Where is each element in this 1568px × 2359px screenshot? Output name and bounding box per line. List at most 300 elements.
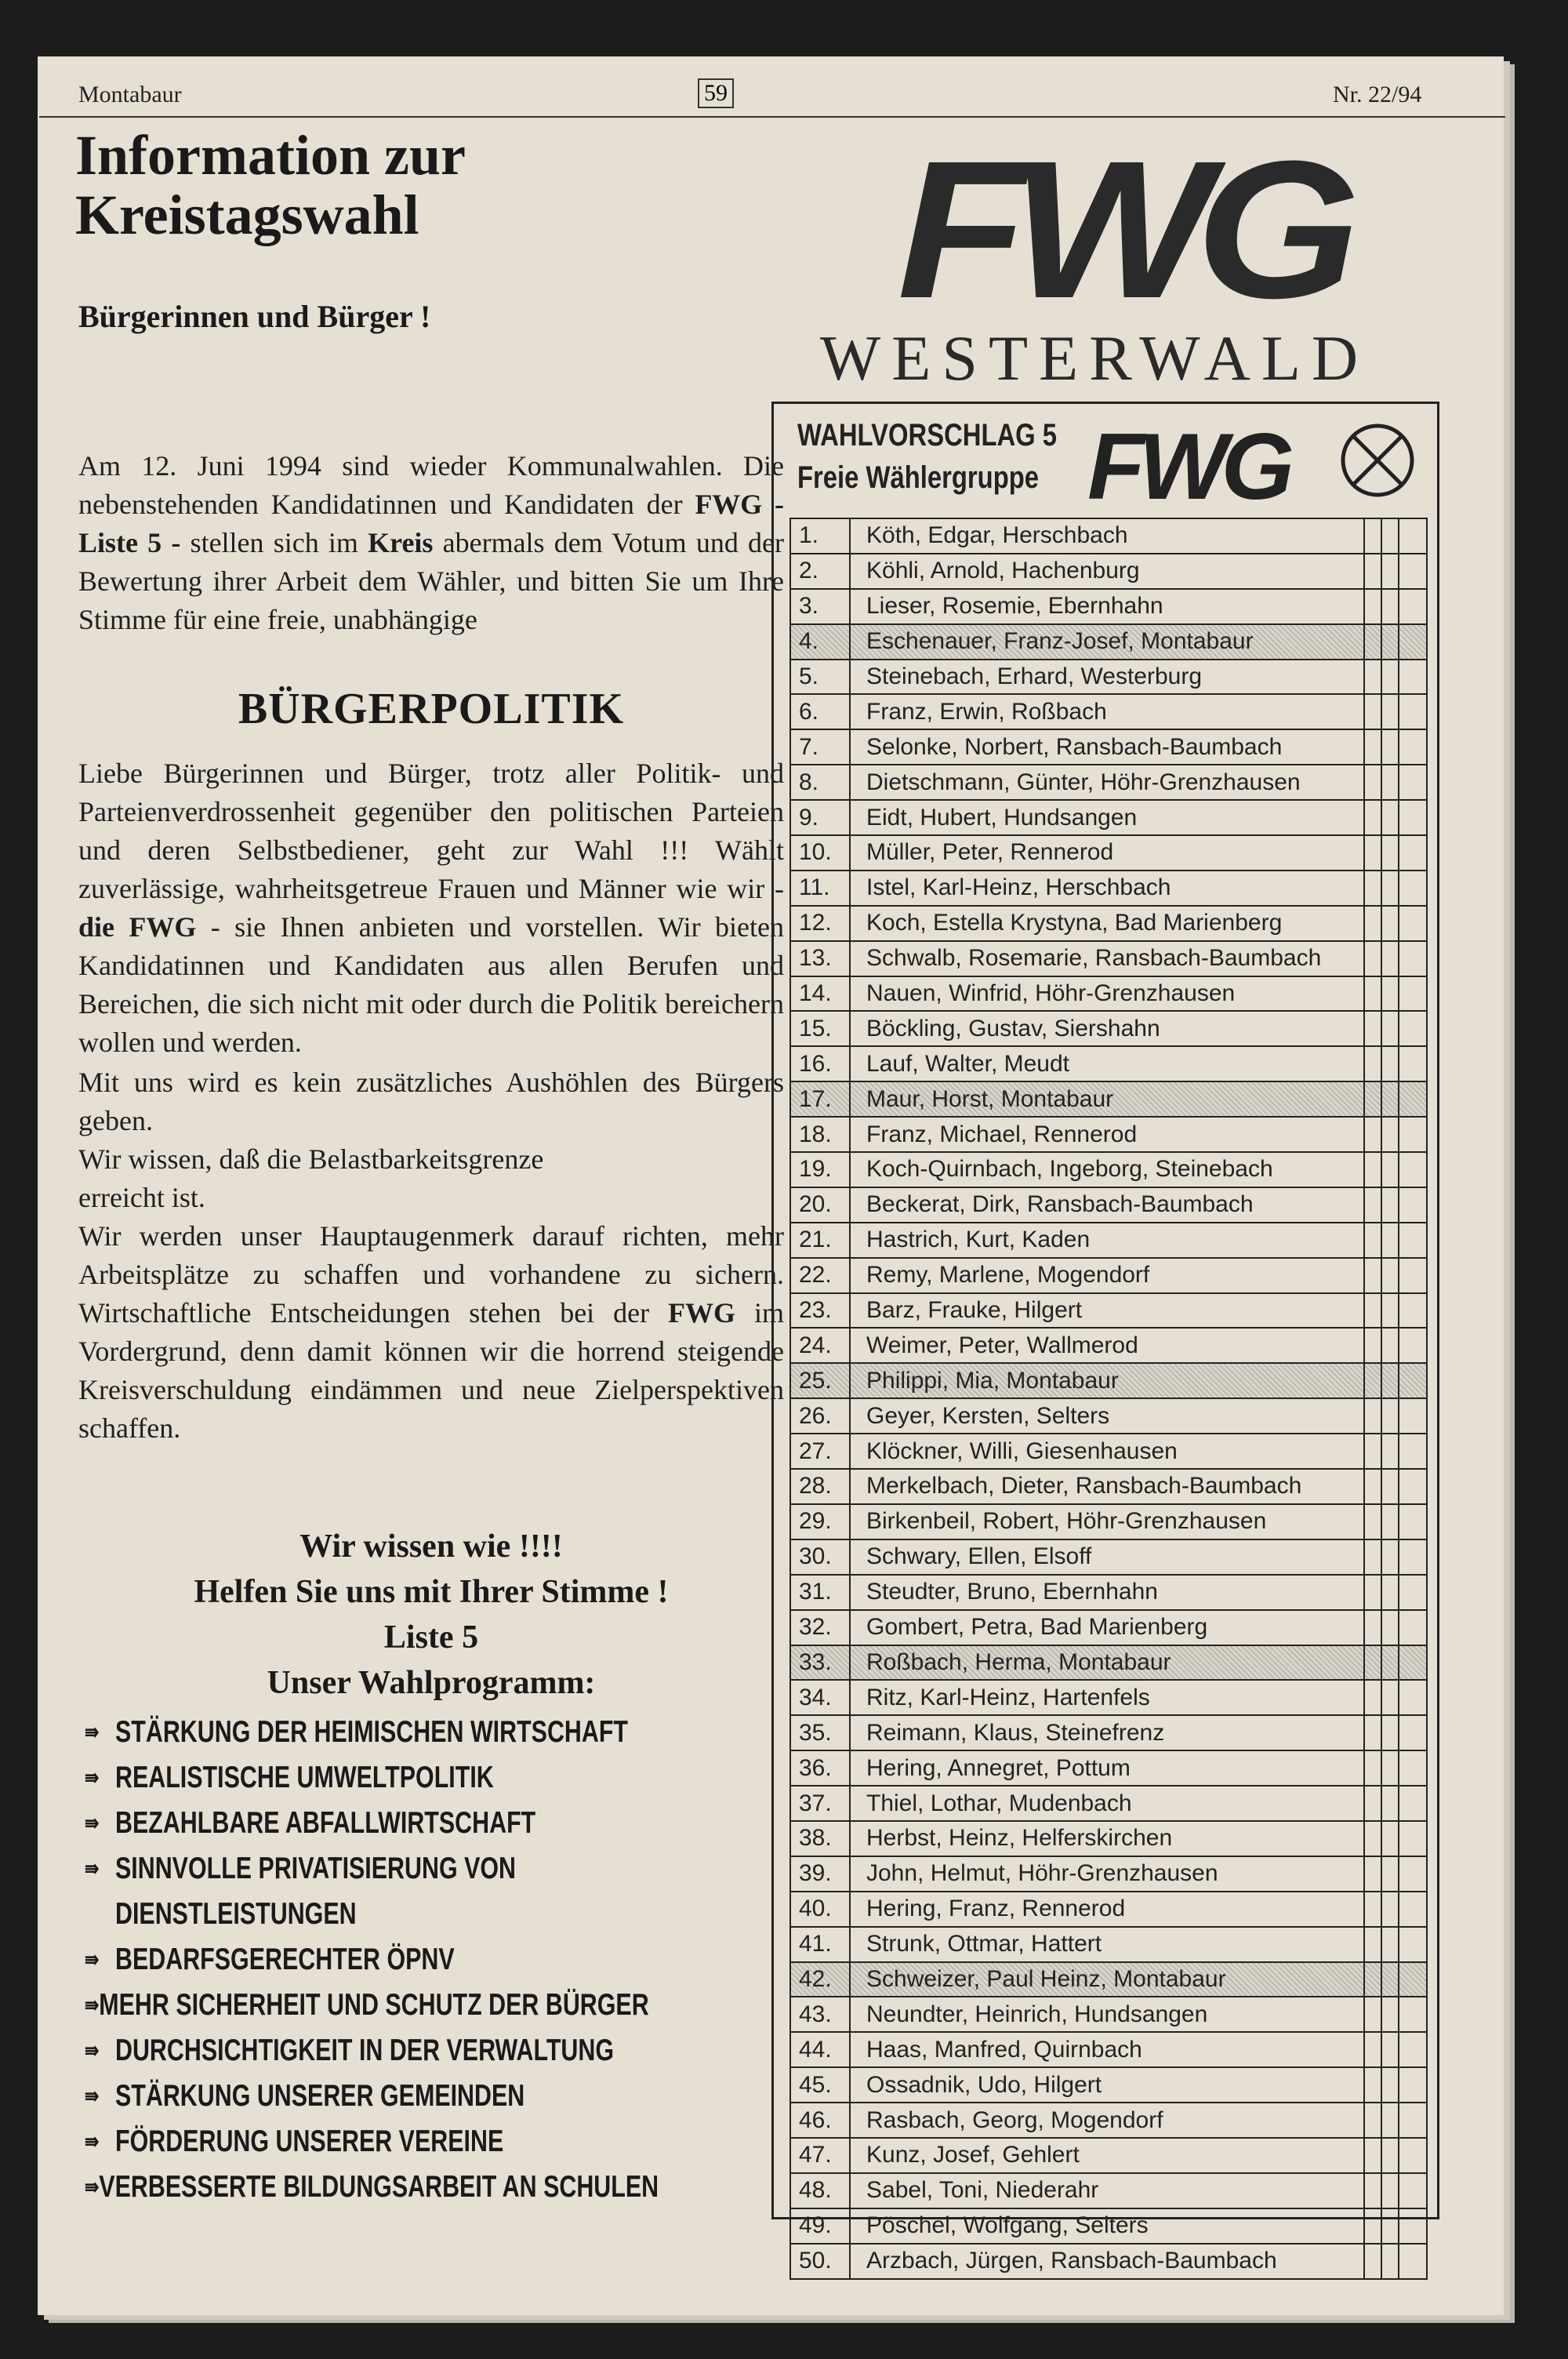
vote-box[interactable] xyxy=(1363,1681,1381,1714)
candidate-number: 34. xyxy=(791,1681,851,1714)
candidate-number: 10. xyxy=(791,836,851,870)
candidate-row xyxy=(791,976,1426,1011)
body-text-4: im Vordergrund, denn damit können wir die horrend steigende Kreisverschuldung eindämmen und neue Zielperspektiven schaffen. xyxy=(78,1297,784,1444)
program-item xyxy=(85,1892,648,1937)
vote-box[interactable] xyxy=(1381,1892,1398,1926)
vote-box[interactable] xyxy=(1398,2068,1426,2102)
vote-box[interactable] xyxy=(1381,836,1398,870)
candidate-row xyxy=(791,1891,1426,1926)
vote-box[interactable] xyxy=(1381,1611,1398,1645)
vote-box[interactable] xyxy=(1398,1259,1426,1292)
candidate-name: Beckerat, Dirk, Ransbach-Baumbach xyxy=(866,1191,1254,1218)
candidate-number: 48. xyxy=(791,2174,851,2208)
program-item-text: VERBESSERTE BILDUNGSARBEIT AN SCHULEN xyxy=(99,2170,659,2204)
vote-box[interactable] xyxy=(1381,2245,1398,2278)
vote-box[interactable] xyxy=(1363,554,1381,588)
vote-box[interactable] xyxy=(1381,801,1398,834)
vote-box[interactable] xyxy=(1398,1787,1426,1820)
vote-box[interactable] xyxy=(1363,1223,1381,1257)
candidate-number: 1. xyxy=(791,519,851,553)
vote-box[interactable] xyxy=(1381,2068,1398,2102)
page-number: 59 xyxy=(698,78,734,108)
body-paragraph-1 xyxy=(78,754,784,1062)
header-location: Montabaur xyxy=(78,82,182,107)
candidate-name: Philippi, Mia, Montabaur xyxy=(866,1367,1119,1394)
vote-box[interactable] xyxy=(1381,1434,1398,1468)
candidate-name: Nauen, Winfrid, Höhr-Grenzhausen xyxy=(866,980,1236,1007)
candidate-number: 41. xyxy=(791,1928,851,1961)
vote-box[interactable] xyxy=(1398,519,1426,553)
vote-box[interactable] xyxy=(1398,1681,1426,1714)
candidate-name: Eidt, Hubert, Hundsangen xyxy=(866,804,1138,831)
vote-box[interactable] xyxy=(1398,1611,1426,1645)
ballot-subheading: Freie Wählergruppe xyxy=(797,460,1040,495)
candidate-row xyxy=(791,518,1426,553)
vote-box[interactable] xyxy=(1381,730,1398,764)
vote-box[interactable] xyxy=(1363,2033,1381,2066)
candidate-name: Klöckner, Willi, Giesenhausen xyxy=(866,1438,1178,1464)
candidate-number: 13. xyxy=(791,942,851,976)
ballot-cross-circle-icon xyxy=(1338,421,1417,500)
vote-box[interactable] xyxy=(1398,1082,1426,1116)
candidate-row xyxy=(791,1327,1426,1362)
candidate-row xyxy=(791,1362,1426,1398)
candidate-number: 21. xyxy=(791,1223,851,1257)
vote-box[interactable] xyxy=(1398,1364,1426,1398)
candidate-row xyxy=(791,693,1426,729)
vote-box[interactable] xyxy=(1398,1997,1426,2031)
vote-box[interactable] xyxy=(1381,871,1398,905)
vote-box[interactable] xyxy=(1363,730,1381,764)
candidate-row xyxy=(791,553,1426,588)
vote-box[interactable] xyxy=(1381,1646,1398,1680)
vote-box[interactable] xyxy=(1381,1259,1398,1292)
arrow-icon: ⇛ xyxy=(85,2084,100,2108)
program-item-text: DIENSTLEISTUNGEN xyxy=(115,1897,357,1931)
vote-box[interactable] xyxy=(1381,2174,1398,2208)
vote-box[interactable] xyxy=(1381,1118,1398,1151)
candidate-row xyxy=(791,1222,1426,1257)
vote-box[interactable] xyxy=(1398,1892,1426,1926)
vote-box[interactable] xyxy=(1398,1012,1426,1045)
arrow-icon: ⇛ xyxy=(85,2175,100,2199)
candidate-number: 15. xyxy=(791,1012,851,1045)
ballot-heading: WAHLVORSCHLAG 5 xyxy=(797,418,1058,453)
arrow-icon: ⇛ xyxy=(85,2129,100,2154)
candidate-name: Weimer, Peter, Wallmerod xyxy=(866,1332,1138,1358)
candidate-number: 24. xyxy=(791,1329,851,1362)
vote-box[interactable] xyxy=(1381,1329,1398,1362)
candidate-row xyxy=(791,2172,1426,2208)
vote-box[interactable] xyxy=(1363,625,1381,659)
vote-box[interactable] xyxy=(1381,660,1398,694)
candidate-name: Koch-Quirnbach, Ingeborg, Steinebach xyxy=(866,1156,1273,1183)
candidate-name: Dietschmann, Günter, Höhr-Grenzhausen xyxy=(866,769,1301,795)
vote-box[interactable] xyxy=(1398,942,1426,976)
candidate-name: Neundter, Heinrich, Hundsangen xyxy=(866,2001,1208,2027)
vote-box[interactable] xyxy=(1398,590,1426,623)
vote-box[interactable] xyxy=(1381,1188,1398,1222)
candidate-name: Kunz, Josef, Gehlert xyxy=(866,2142,1080,2168)
vote-box[interactable] xyxy=(1398,1153,1426,1187)
vote-box[interactable] xyxy=(1363,1646,1381,1680)
vote-box[interactable] xyxy=(1381,1047,1398,1081)
candidate-name: Steinebach, Erhard, Westerburg xyxy=(866,663,1203,689)
candidate-number: 32. xyxy=(791,1611,851,1645)
candidate-number: 33. xyxy=(791,1646,851,1680)
candidate-name: Schwalb, Rosemarie, Ransbach-Baumbach xyxy=(866,945,1322,972)
vote-box[interactable] xyxy=(1398,2245,1426,2278)
vote-box[interactable] xyxy=(1363,1188,1381,1222)
candidate-number: 27. xyxy=(791,1434,851,1468)
vote-box[interactable] xyxy=(1381,977,1398,1011)
candidate-name: Selonke, Norbert, Ransbach-Baumbach xyxy=(866,733,1283,760)
body-paragraph-3: Wir wissen, daß die Belastbarkeitsgrenze erreicht ist. xyxy=(78,1143,544,1213)
vote-box[interactable] xyxy=(1398,1857,1426,1891)
vote-box[interactable] xyxy=(1381,1012,1398,1045)
ballot-list xyxy=(771,402,1439,2274)
intro-text-2: stellen sich im xyxy=(180,527,368,558)
vote-box[interactable] xyxy=(1363,907,1381,940)
vote-box[interactable] xyxy=(1398,1470,1426,1503)
vote-box[interactable] xyxy=(1381,1963,1398,1997)
header-rule xyxy=(39,116,1505,118)
vote-box[interactable] xyxy=(1381,1505,1398,1539)
program-list xyxy=(85,1710,806,2210)
candidate-row xyxy=(791,1468,1426,1503)
vote-box[interactable] xyxy=(1398,1118,1426,1151)
vote-box[interactable] xyxy=(1398,1188,1426,1222)
vote-box[interactable] xyxy=(1398,2033,1426,2066)
candidate-name: Haas, Manfred, Quirnbach xyxy=(866,2036,1142,2063)
candidate-number: 20. xyxy=(791,1188,851,1222)
vote-box[interactable] xyxy=(1398,1223,1426,1257)
program-item xyxy=(85,1801,648,1846)
vote-box[interactable] xyxy=(1381,1928,1398,1961)
vote-box[interactable] xyxy=(1363,1576,1381,1609)
vote-box[interactable] xyxy=(1363,1364,1381,1398)
vote-box[interactable] xyxy=(1398,1399,1426,1433)
vote-box[interactable] xyxy=(1363,1611,1381,1645)
candidate-row xyxy=(791,659,1426,694)
program-item-text: FÖRDERUNG UNSERER VEREINE xyxy=(115,2125,504,2158)
candidate-row xyxy=(791,2066,1426,2102)
candidate-name: Sabel, Toni, Niederahr xyxy=(866,2177,1099,2204)
vote-box[interactable] xyxy=(1363,660,1381,694)
vote-box[interactable] xyxy=(1381,625,1398,659)
vote-box[interactable] xyxy=(1381,2139,1398,2172)
vote-box[interactable] xyxy=(1363,801,1381,834)
vote-box[interactable] xyxy=(1398,1822,1426,1856)
vote-box[interactable] xyxy=(1363,519,1381,553)
candidate-name: Thiel, Lothar, Mudenbach xyxy=(866,1790,1132,1816)
vote-box[interactable] xyxy=(1398,730,1426,764)
vote-box[interactable] xyxy=(1363,871,1381,905)
candidate-number: 7. xyxy=(791,730,851,764)
candidate-row xyxy=(791,1961,1426,1997)
candidate-row xyxy=(791,799,1426,834)
vote-box[interactable] xyxy=(1363,977,1381,1011)
vote-box[interactable] xyxy=(1381,1399,1398,1433)
candidate-row xyxy=(791,1996,1426,2031)
vote-box[interactable] xyxy=(1363,695,1381,729)
vote-box[interactable] xyxy=(1398,695,1426,729)
vote-box[interactable] xyxy=(1363,1329,1381,1362)
candidate-number: 26. xyxy=(791,1399,851,1433)
candidate-number: 30. xyxy=(791,1540,851,1574)
vote-box[interactable] xyxy=(1381,554,1398,588)
candidate-name: Müller, Peter, Rennerod xyxy=(866,839,1114,866)
candidate-row xyxy=(791,1574,1426,1609)
title-line-2: Kreistagswahl xyxy=(75,184,419,246)
vote-box[interactable] xyxy=(1381,765,1398,799)
vote-box[interactable] xyxy=(1381,590,1398,623)
candidate-number: 19. xyxy=(791,1153,851,1187)
candidate-number: 4. xyxy=(791,625,851,659)
candidate-row xyxy=(791,2243,1426,2280)
candidate-row xyxy=(791,2208,1426,2243)
body-paragraph-2: Mit uns wird es kein zusätzliches Aushöhlen des Bürgers geben. xyxy=(78,1067,784,1136)
vote-box[interactable] xyxy=(1398,1294,1426,1328)
vote-box[interactable] xyxy=(1398,2209,1426,2243)
candidate-row xyxy=(791,588,1426,623)
program-item-text: BEDARFSGERECHTER ÖPNV xyxy=(115,1943,455,1976)
candidate-name: Schwary, Ellen, Elsoff xyxy=(866,1543,1092,1570)
vote-box[interactable] xyxy=(1363,1787,1381,1820)
candidate-row xyxy=(791,1679,1426,1714)
vote-box[interactable] xyxy=(1398,1963,1426,1997)
candidate-number: 49. xyxy=(791,2209,851,2243)
candidate-number: 23. xyxy=(791,1294,851,1328)
closing-line-2: Helfen Sie uns mit Ihrer Stimme ! xyxy=(194,1574,669,1610)
vote-box[interactable] xyxy=(1398,554,1426,588)
candidate-row xyxy=(791,623,1426,659)
candidate-number: 14. xyxy=(791,977,851,1011)
vote-box[interactable] xyxy=(1363,1399,1381,1433)
issue-number: Nr. 22/94 xyxy=(1333,82,1422,107)
vote-box[interactable] xyxy=(1398,2139,1426,2172)
vote-box[interactable] xyxy=(1363,1751,1381,1785)
arrow-icon: ⇛ xyxy=(85,2038,100,2063)
program-item-text: SINNVOLLE PRIVATISIERUNG VON xyxy=(115,1852,516,1885)
vote-box[interactable] xyxy=(1398,1751,1426,1785)
candidate-number: 6. xyxy=(791,695,851,729)
vote-box[interactable] xyxy=(1363,2139,1381,2172)
vote-box[interactable] xyxy=(1381,1822,1398,1856)
candidate-name: Pöschel, Wolfgang, Selters xyxy=(866,2212,1149,2239)
arrow-icon: ⇛ xyxy=(85,1993,100,2017)
vote-box[interactable] xyxy=(1398,1540,1426,1574)
candidate-number: 38. xyxy=(791,1822,851,1856)
vote-box[interactable] xyxy=(1363,1082,1381,1116)
candidate-number: 22. xyxy=(791,1259,851,1292)
candidate-name: Roßbach, Herma, Montabaur xyxy=(866,1648,1171,1675)
vote-box[interactable] xyxy=(1363,1892,1381,1926)
vote-box[interactable] xyxy=(1381,2033,1398,2066)
vote-box[interactable] xyxy=(1381,1082,1398,1116)
intro-paragraph xyxy=(78,447,784,639)
vote-box[interactable] xyxy=(1381,1223,1398,1257)
vote-box[interactable] xyxy=(1363,1716,1381,1750)
candidate-name: Geyer, Kersten, Selters xyxy=(866,1402,1110,1429)
body-bold-2: FWG xyxy=(668,1297,736,1329)
candidate-name: Hering, Annegret, Pottum xyxy=(866,1754,1131,1781)
candidate-number: 28. xyxy=(791,1470,851,1503)
candidate-number: 39. xyxy=(791,1857,851,1891)
candidate-name: Ossadnik, Udo, Hilgert xyxy=(866,2071,1102,2098)
program-item-text: DURCHSICHTIGKEIT IN DER VERWALTUNG xyxy=(115,2034,615,2067)
vote-box[interactable] xyxy=(1363,765,1381,799)
arrow-icon: ⇛ xyxy=(85,1765,100,1790)
vote-box[interactable] xyxy=(1363,1822,1381,1856)
vote-box[interactable] xyxy=(1398,1576,1426,1609)
vote-box[interactable] xyxy=(1398,801,1426,834)
vote-box[interactable] xyxy=(1381,942,1398,976)
program-item xyxy=(85,1755,648,1801)
vote-box[interactable] xyxy=(1381,1787,1398,1820)
program-item xyxy=(85,2028,648,2074)
vote-box[interactable] xyxy=(1363,1294,1381,1328)
program-item xyxy=(85,1937,648,1983)
vote-box[interactable] xyxy=(1363,2103,1381,2137)
candidate-row xyxy=(791,764,1426,799)
candidate-number: 2. xyxy=(791,554,851,588)
vote-box[interactable] xyxy=(1398,907,1426,940)
vote-box[interactable] xyxy=(1398,1434,1426,1468)
vote-box[interactable] xyxy=(1381,519,1398,553)
candidate-name: Hering, Franz, Rennerod xyxy=(866,1896,1126,1922)
candidate-number: 3. xyxy=(791,590,851,623)
vote-box[interactable] xyxy=(1363,1540,1381,1574)
vote-box[interactable] xyxy=(1363,2209,1381,2243)
vote-box[interactable] xyxy=(1381,1470,1398,1503)
vote-box[interactable] xyxy=(1381,1153,1398,1187)
candidate-name: Lieser, Rosemie, Ebernhahn xyxy=(866,593,1163,620)
vote-box[interactable] xyxy=(1381,1997,1398,2031)
fwg-logo: FWG xyxy=(897,120,1345,339)
vote-box[interactable] xyxy=(1363,1434,1381,1468)
candidate-row xyxy=(791,1785,1426,1820)
vote-box[interactable] xyxy=(1398,1928,1426,1961)
candidate-name: Franz, Erwin, Roßbach xyxy=(866,698,1107,725)
candidate-number: 17. xyxy=(791,1082,851,1116)
vote-box[interactable] xyxy=(1363,2245,1381,2278)
candidate-name: Istel, Karl-Heinz, Herschbach xyxy=(866,874,1171,901)
vote-box[interactable] xyxy=(1381,1294,1398,1328)
candidate-row xyxy=(791,1856,1426,1891)
candidate-name: Schweizer, Paul Heinz, Montabaur xyxy=(866,1965,1226,1992)
vote-box[interactable] xyxy=(1363,2068,1381,2102)
candidate-row xyxy=(791,1398,1426,1433)
vote-box[interactable] xyxy=(1398,2174,1426,2208)
vote-box[interactable] xyxy=(1398,871,1426,905)
body-bold-1: die FWG xyxy=(78,911,197,943)
candidate-name: Reimann, Klaus, Steinefrenz xyxy=(866,1719,1165,1746)
candidate-name: Maur, Horst, Montabaur xyxy=(866,1085,1114,1112)
candidate-name: Koch, Estella Krystyna, Bad Marienberg xyxy=(866,910,1283,936)
vote-box[interactable] xyxy=(1398,2103,1426,2137)
vote-box[interactable] xyxy=(1398,977,1426,1011)
vote-box[interactable] xyxy=(1381,1716,1398,1750)
candidate-number: 5. xyxy=(791,660,851,694)
vote-box[interactable] xyxy=(1363,1118,1381,1151)
vote-box[interactable] xyxy=(1381,1751,1398,1785)
candidate-number: 42. xyxy=(791,1963,851,1997)
vote-box[interactable] xyxy=(1381,907,1398,940)
vote-box[interactable] xyxy=(1381,2209,1398,2243)
candidate-number: 9. xyxy=(791,801,851,834)
vote-box[interactable] xyxy=(1398,1047,1426,1081)
vote-box[interactable] xyxy=(1381,1540,1398,1574)
vote-box[interactable] xyxy=(1398,836,1426,870)
candidate-name: Köhli, Arnold, Hachenburg xyxy=(866,558,1140,584)
candidate-row xyxy=(791,2102,1426,2137)
region-name: WESTERWALD xyxy=(819,322,1370,394)
candidate-number: 11. xyxy=(791,871,851,905)
program-item xyxy=(85,1710,648,1755)
vote-box[interactable] xyxy=(1381,1576,1398,1609)
vote-box[interactable] xyxy=(1363,1997,1381,2031)
vote-box[interactable] xyxy=(1363,836,1381,870)
program-item xyxy=(85,1983,648,2028)
vote-box[interactable] xyxy=(1363,1857,1381,1891)
arrow-icon: ⇛ xyxy=(85,1811,100,1835)
candidate-row xyxy=(791,905,1426,940)
vote-box[interactable] xyxy=(1381,1857,1398,1891)
vote-box[interactable] xyxy=(1398,1646,1426,1680)
candidate-row xyxy=(791,940,1426,976)
vote-box[interactable] xyxy=(1363,1470,1381,1503)
program-item-text: REALISTISCHE UMWELTPOLITIK xyxy=(115,1761,494,1794)
candidate-number: 8. xyxy=(791,765,851,799)
candidate-name: Merkelbach, Dieter, Ransbach-Baumbach xyxy=(866,1473,1302,1499)
program-item-text: MEHR SICHERHEIT UND SCHUTZ DER BÜRGER xyxy=(99,1988,649,2022)
vote-box[interactable] xyxy=(1363,1012,1381,1045)
vote-box[interactable] xyxy=(1363,1928,1381,1961)
candidate-number: 18. xyxy=(791,1118,851,1151)
vote-box[interactable] xyxy=(1363,1963,1381,1997)
vote-box[interactable] xyxy=(1363,1505,1381,1539)
candidate-row xyxy=(791,1645,1426,1680)
candidate-name: Herbst, Heinz, Helferskirchen xyxy=(866,1825,1173,1852)
vote-box[interactable] xyxy=(1398,1329,1426,1362)
candidate-row xyxy=(791,1116,1426,1151)
vote-box[interactable] xyxy=(1398,660,1426,694)
vote-box[interactable] xyxy=(1398,1505,1426,1539)
candidate-number: 40. xyxy=(791,1892,851,1926)
vote-box[interactable] xyxy=(1381,695,1398,729)
vote-box[interactable] xyxy=(1363,1259,1381,1292)
vote-box[interactable] xyxy=(1363,942,1381,976)
candidate-number: 12. xyxy=(791,907,851,940)
vote-box[interactable] xyxy=(1363,590,1381,623)
vote-box[interactable] xyxy=(1381,2103,1398,2137)
vote-box[interactable] xyxy=(1398,625,1426,659)
arrow-icon: ⇛ xyxy=(85,1720,100,1744)
candidate-number: 47. xyxy=(791,2139,851,2172)
closing-line-3: Liste 5 xyxy=(383,1619,479,1656)
vote-box[interactable] xyxy=(1398,765,1426,799)
candidate-name: Rasbach, Georg, Mogendorf xyxy=(866,2106,1163,2133)
candidate-row xyxy=(791,1503,1426,1539)
vote-box[interactable] xyxy=(1381,1681,1398,1714)
vote-box[interactable] xyxy=(1381,1364,1398,1398)
vote-box[interactable] xyxy=(1363,1047,1381,1081)
candidate-number: 16. xyxy=(791,1047,851,1081)
vote-box[interactable] xyxy=(1398,1716,1426,1750)
vote-box[interactable] xyxy=(1363,1153,1381,1187)
vote-box[interactable] xyxy=(1363,2174,1381,2208)
